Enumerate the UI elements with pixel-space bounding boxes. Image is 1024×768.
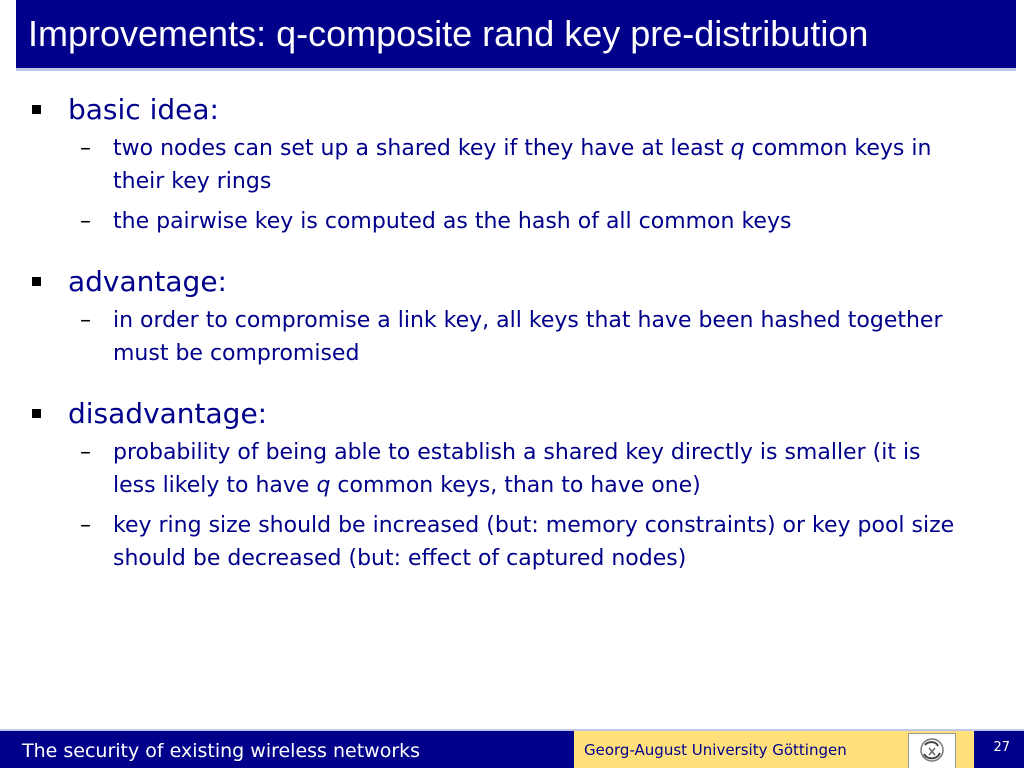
page-number: 27 (993, 740, 1010, 755)
section-basic-idea (30, 92, 990, 238)
sub-item-text: probability of being able to establish a shared key directly is smaller (it is less likely to have (113, 440, 921, 498)
bullet-heading: basic idea: (68, 93, 219, 126)
dash-icon: – (80, 308, 91, 333)
sub-list-advantage (30, 304, 990, 370)
sub-item-shared-key (30, 132, 990, 198)
dash-icon: – (80, 513, 91, 538)
section-disadvantage (30, 396, 990, 575)
sub-item-pairwise-key (30, 205, 990, 238)
university-seal-graphic (909, 734, 955, 768)
footer-university-name: Georg-August University Göttingen (584, 741, 847, 759)
section-advantage (30, 264, 990, 370)
sub-item-text: common keys in their key rings (113, 136, 932, 194)
sub-item-text: two nodes can set up a shared key if they have at least (113, 136, 731, 161)
bullet-heading: advantage: (68, 265, 227, 298)
square-bullet-icon (32, 409, 41, 418)
footer-course-title: The security of existing wireless networks (22, 740, 421, 762)
dash-icon: – (80, 440, 91, 465)
dash-icon: – (80, 136, 91, 161)
sub-item-text: in order to compromise a link key, all keys that have been hashed together must be compromised (113, 308, 943, 366)
sub-item-text: the pairwise key is computed as the hash of all common keys (113, 209, 792, 234)
sub-item-text: common keys, than to have one) (330, 473, 701, 498)
sub-item-text: key ring size should be increased (but: memory constraints) or key pool size should be decreased (but: effect of captured nodes) (113, 513, 955, 571)
square-bullet-icon (32, 105, 41, 114)
slide-title: Improvements: q-composite rand key pre-distribution (28, 13, 869, 54)
sub-item-probability (30, 436, 990, 502)
square-bullet-icon (32, 277, 41, 286)
title-bar (16, 0, 1016, 71)
sub-item-compromise (30, 304, 990, 370)
sub-list-basic-idea (30, 132, 990, 238)
sub-list-disadvantage (30, 436, 990, 575)
bullet-advantage (30, 264, 990, 300)
sub-item-key-ring-size (30, 509, 990, 575)
dash-icon: – (80, 209, 91, 234)
variable-q: q (316, 473, 331, 498)
footer (0, 729, 1024, 768)
bullet-disadvantage (30, 396, 990, 432)
bullet-heading: disadvantage: (68, 397, 268, 430)
bullet-basic-idea (30, 92, 990, 128)
footer-university-box (574, 731, 974, 768)
slide-content (30, 92, 990, 601)
university-seal-icon (908, 733, 956, 768)
variable-q: q (730, 136, 745, 161)
